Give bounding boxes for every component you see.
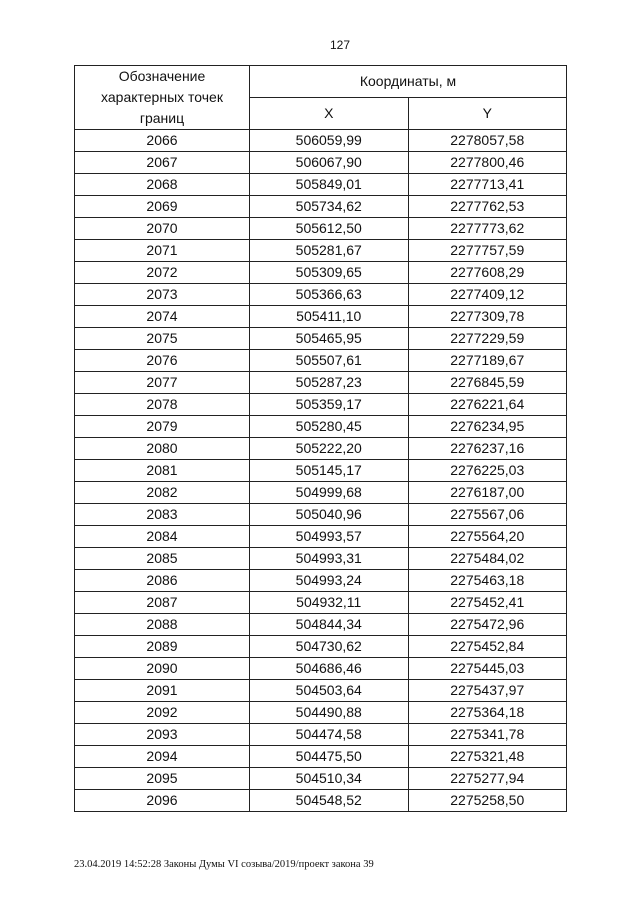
- table-row: [75, 702, 567, 724]
- x-coordinate-cell: 505612,50: [250, 218, 409, 240]
- point-id-cell: 2085: [75, 548, 250, 570]
- table-row: [75, 152, 567, 174]
- y-coordinate-cell: 2276187,00: [408, 482, 567, 504]
- y-coordinate-cell: 2277757,59: [408, 240, 567, 262]
- point-id-cell: 2075: [75, 328, 250, 350]
- y-coordinate-cell: 2275452,41: [408, 592, 567, 614]
- x-coordinate-cell: 505465,95: [250, 328, 409, 350]
- point-id-cell: 2084: [75, 526, 250, 548]
- x-coordinate-cell: 505734,62: [250, 196, 409, 218]
- table-row: [75, 658, 567, 680]
- y-coordinate-cell: 2277762,53: [408, 196, 567, 218]
- x-coordinate-cell: 505280,45: [250, 416, 409, 438]
- point-id-cell: 2076: [75, 350, 250, 372]
- point-id-cell: 2088: [75, 614, 250, 636]
- y-coordinate-cell: 2275567,06: [408, 504, 567, 526]
- point-id-cell: 2092: [75, 702, 250, 724]
- point-id-cell: 2071: [75, 240, 250, 262]
- x-coordinate-cell: 504844,34: [250, 614, 409, 636]
- table-row: [75, 592, 567, 614]
- point-id-cell: 2093: [75, 724, 250, 746]
- point-id-cell: 2081: [75, 460, 250, 482]
- y-coordinate-cell: 2275472,96: [408, 614, 567, 636]
- header-point-line-2: характерных точек: [101, 89, 223, 105]
- point-id-cell: 2087: [75, 592, 250, 614]
- table-row: [75, 196, 567, 218]
- header-point-line-1: Обозначение: [118, 68, 206, 84]
- y-coordinate-cell: 2278057,58: [408, 130, 567, 152]
- x-coordinate-cell: 505366,63: [250, 284, 409, 306]
- point-id-cell: 2078: [75, 394, 250, 416]
- y-coordinate-cell: 2276225,03: [408, 460, 567, 482]
- y-coordinate-cell: 2275277,94: [408, 768, 567, 790]
- x-coordinate-cell: 505040,96: [250, 504, 409, 526]
- point-id-cell: 2083: [75, 504, 250, 526]
- x-coordinate-cell: 504999,68: [250, 482, 409, 504]
- point-id-cell: 2072: [75, 262, 250, 284]
- header-point-line-3: границ: [139, 110, 185, 126]
- table-row: [75, 350, 567, 372]
- header-y: Y: [408, 98, 567, 130]
- y-coordinate-cell: 2276845,59: [408, 372, 567, 394]
- table-row: [75, 328, 567, 350]
- y-coordinate-cell: 2277773,62: [408, 218, 567, 240]
- table-row: [75, 394, 567, 416]
- x-coordinate-cell: 505849,01: [250, 174, 409, 196]
- y-coordinate-cell: 2277608,29: [408, 262, 567, 284]
- y-coordinate-cell: 2276237,16: [408, 438, 567, 460]
- y-coordinate-cell: 2275364,18: [408, 702, 567, 724]
- y-coordinate-cell: 2275452,84: [408, 636, 567, 658]
- table-row: [75, 768, 567, 790]
- x-coordinate-cell: 506059,99: [250, 130, 409, 152]
- x-coordinate-cell: 504932,11: [250, 592, 409, 614]
- point-id-cell: 2069: [75, 196, 250, 218]
- header-point-designation: [75, 66, 250, 130]
- page-number: 127: [329, 38, 351, 52]
- point-id-cell: 2068: [75, 174, 250, 196]
- y-coordinate-cell: 2277800,46: [408, 152, 567, 174]
- x-coordinate-cell: 504503,64: [250, 680, 409, 702]
- y-coordinate-cell: 2275321,48: [408, 746, 567, 768]
- point-id-cell: 2095: [75, 768, 250, 790]
- table-row: [75, 570, 567, 592]
- table-row: [75, 724, 567, 746]
- header-coordinates: Координаты, м: [250, 66, 567, 98]
- y-coordinate-cell: 2275445,03: [408, 658, 567, 680]
- coordinates-table: [74, 65, 567, 812]
- table-row: [75, 218, 567, 240]
- table-row: [75, 746, 567, 768]
- document-footer: 23.04.2019 14:52:28 Законы Думы VI созыва/2019/проект закона 39: [74, 859, 374, 870]
- y-coordinate-cell: 2275484,02: [408, 548, 567, 570]
- table-row: [75, 504, 567, 526]
- y-coordinate-cell: 2277309,78: [408, 306, 567, 328]
- x-coordinate-cell: 505145,17: [250, 460, 409, 482]
- x-coordinate-cell: 504474,58: [250, 724, 409, 746]
- point-id-cell: 2074: [75, 306, 250, 328]
- x-coordinate-cell: 505281,67: [250, 240, 409, 262]
- point-id-cell: 2082: [75, 482, 250, 504]
- point-id-cell: 2067: [75, 152, 250, 174]
- x-coordinate-cell: 505222,20: [250, 438, 409, 460]
- table-row: [75, 284, 567, 306]
- x-coordinate-cell: 504490,88: [250, 702, 409, 724]
- y-coordinate-cell: 2275437,97: [408, 680, 567, 702]
- point-id-cell: 2073: [75, 284, 250, 306]
- table-row: [75, 306, 567, 328]
- x-coordinate-cell: 505507,61: [250, 350, 409, 372]
- y-coordinate-cell: 2275258,50: [408, 790, 567, 812]
- table-row: [75, 240, 567, 262]
- y-coordinate-cell: 2277229,59: [408, 328, 567, 350]
- x-coordinate-cell: 505411,10: [250, 306, 409, 328]
- table-row: [75, 460, 567, 482]
- y-coordinate-cell: 2275564,20: [408, 526, 567, 548]
- header-x: X: [250, 98, 409, 130]
- x-coordinate-cell: 505359,17: [250, 394, 409, 416]
- table-row: [75, 416, 567, 438]
- point-id-cell: 2079: [75, 416, 250, 438]
- y-coordinate-cell: 2275463,18: [408, 570, 567, 592]
- point-id-cell: 2086: [75, 570, 250, 592]
- x-coordinate-cell: 504475,50: [250, 746, 409, 768]
- table-row: [75, 482, 567, 504]
- x-coordinate-cell: 504730,62: [250, 636, 409, 658]
- y-coordinate-cell: 2275341,78: [408, 724, 567, 746]
- point-id-cell: 2094: [75, 746, 250, 768]
- x-coordinate-cell: 504686,46: [250, 658, 409, 680]
- table-row: [75, 790, 567, 812]
- table-body: [75, 130, 567, 812]
- y-coordinate-cell: 2277189,67: [408, 350, 567, 372]
- x-coordinate-cell: 504510,34: [250, 768, 409, 790]
- x-coordinate-cell: 505287,23: [250, 372, 409, 394]
- x-coordinate-cell: 504993,31: [250, 548, 409, 570]
- point-id-cell: 2070: [75, 218, 250, 240]
- point-id-cell: 2091: [75, 680, 250, 702]
- y-coordinate-cell: 2276221,64: [408, 394, 567, 416]
- table-row: [75, 548, 567, 570]
- table-row: [75, 262, 567, 284]
- table-row: [75, 614, 567, 636]
- x-coordinate-cell: 504993,24: [250, 570, 409, 592]
- table-row: [75, 438, 567, 460]
- point-id-cell: 2096: [75, 790, 250, 812]
- table-row: [75, 636, 567, 658]
- table-row: [75, 526, 567, 548]
- y-coordinate-cell: 2276234,95: [408, 416, 567, 438]
- table-row: [75, 680, 567, 702]
- x-coordinate-cell: 504993,57: [250, 526, 409, 548]
- x-coordinate-cell: 506067,90: [250, 152, 409, 174]
- point-id-cell: 2089: [75, 636, 250, 658]
- table-row: [75, 372, 567, 394]
- point-id-cell: 2080: [75, 438, 250, 460]
- x-coordinate-cell: 504548,52: [250, 790, 409, 812]
- point-id-cell: 2090: [75, 658, 250, 680]
- y-coordinate-cell: 2277713,41: [408, 174, 567, 196]
- table-row: [75, 174, 567, 196]
- point-id-cell: 2077: [75, 372, 250, 394]
- y-coordinate-cell: 2277409,12: [408, 284, 567, 306]
- x-coordinate-cell: 505309,65: [250, 262, 409, 284]
- table-row: [75, 130, 567, 152]
- point-id-cell: 2066: [75, 130, 250, 152]
